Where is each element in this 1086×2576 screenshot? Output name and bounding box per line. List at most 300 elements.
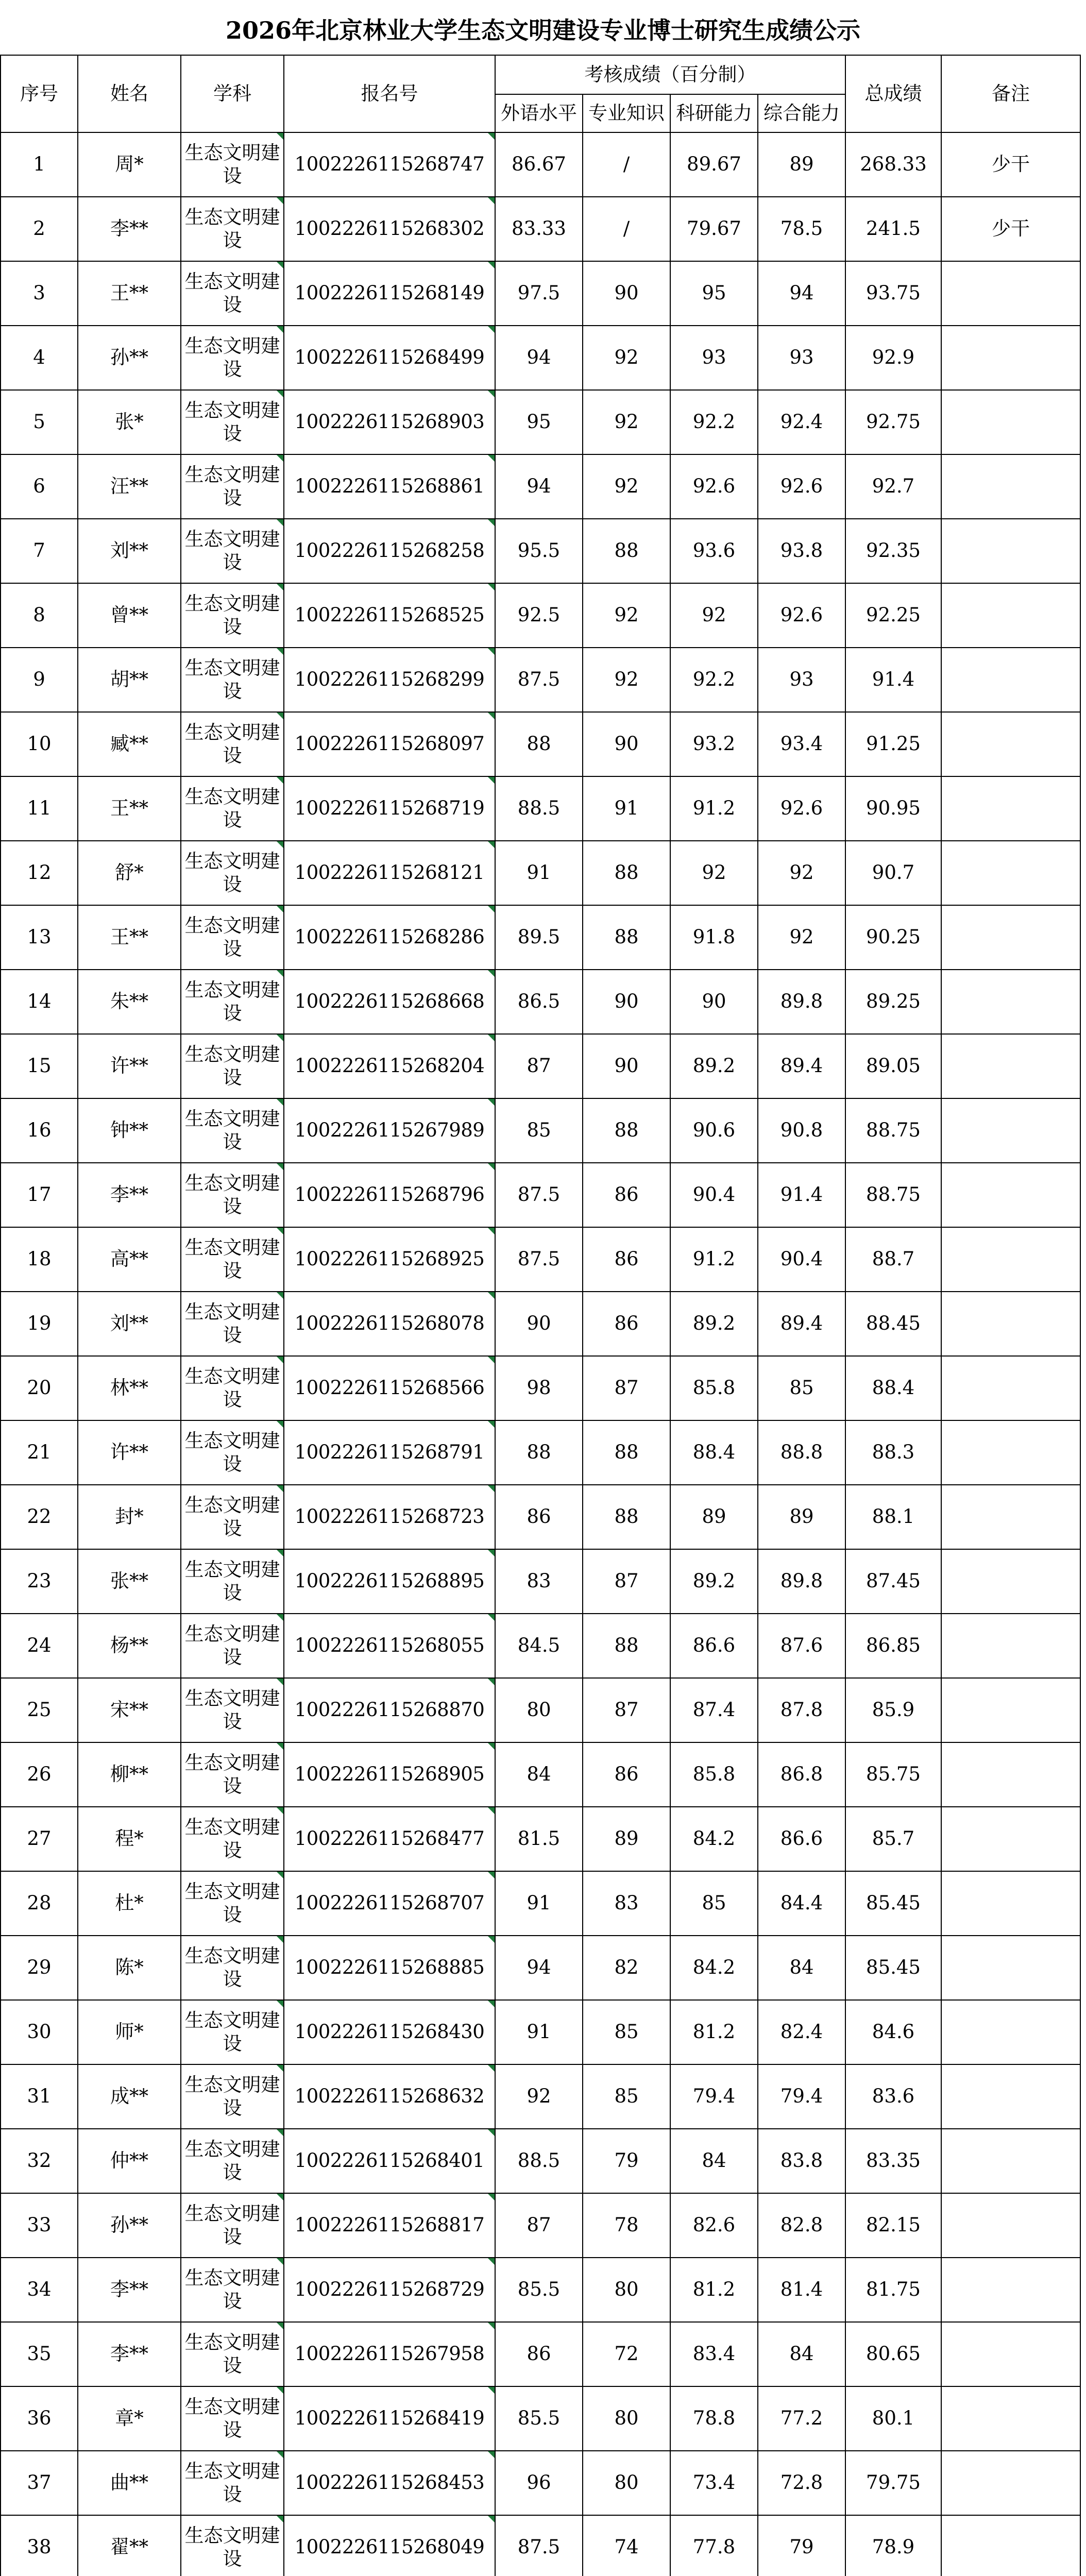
major-cell: 生态文明建设 (181, 1614, 284, 1678)
remark-cell (941, 1871, 1080, 1936)
table-row (1, 1678, 1080, 1742)
professional-knowledge-score: 90 (583, 970, 670, 1034)
header-assessment: 考核成绩（百分制） (495, 55, 845, 94)
overall-ability-score: 93.4 (758, 712, 845, 776)
overall-ability-score: 92.6 (758, 776, 845, 841)
research-ability-score: 77.8 (670, 2515, 758, 2576)
table-row (1, 1098, 1080, 1163)
total-score: 81.75 (845, 2258, 941, 2322)
name-cell: 曲** (78, 2451, 181, 2515)
major-cell: 生态文明建设 (181, 1034, 284, 1098)
overall-ability-score: 90.4 (758, 1227, 845, 1292)
seq-cell: 35 (1, 2322, 78, 2386)
research-ability-score: 82.6 (670, 2193, 758, 2258)
professional-knowledge-score: 92 (583, 583, 670, 648)
app-no-cell: 1002226115268401 (284, 2129, 495, 2193)
foreign-language-score: 90 (495, 1292, 583, 1356)
research-ability-score: 92 (670, 841, 758, 905)
total-score: 92.25 (845, 583, 941, 648)
major-cell: 生态文明建设 (181, 1807, 284, 1871)
app-no-cell: 1002226115268055 (284, 1614, 495, 1678)
foreign-language-score: 87 (495, 1034, 583, 1098)
app-no-cell: 1002226115268049 (284, 2515, 495, 2576)
table-row (1, 1871, 1080, 1936)
seq-cell: 3 (1, 261, 78, 326)
total-score: 88.1 (845, 1485, 941, 1549)
professional-knowledge-score: 88 (583, 905, 670, 970)
app-no-cell: 1002226115268453 (284, 2451, 495, 2515)
table-row (1, 841, 1080, 905)
app-no-cell: 1002226115268499 (284, 326, 495, 390)
app-no-cell: 1002226115268302 (284, 197, 495, 261)
remark-cell (941, 2386, 1080, 2451)
total-score: 85.7 (845, 1807, 941, 1871)
total-score: 88.75 (845, 1163, 941, 1227)
table-row (1, 712, 1080, 776)
table-row (1, 2451, 1080, 2515)
header-foreign-language: 外语水平 (495, 94, 583, 132)
name-cell: 杨** (78, 1614, 181, 1678)
remark-cell (941, 1936, 1080, 2000)
overall-ability-score: 91.4 (758, 1163, 845, 1227)
research-ability-score: 95 (670, 261, 758, 326)
overall-ability-score: 82.4 (758, 2000, 845, 2064)
professional-knowledge-score: 86 (583, 1163, 670, 1227)
seq-cell: 7 (1, 519, 78, 583)
app-no-cell: 1002226115268632 (284, 2064, 495, 2129)
overall-ability-score: 90.8 (758, 1098, 845, 1163)
research-ability-score: 90.6 (670, 1098, 758, 1163)
table-body (1, 132, 1080, 2576)
name-cell: 胡** (78, 648, 181, 712)
remark-cell (941, 1098, 1080, 1163)
overall-ability-score: 77.2 (758, 2386, 845, 2451)
seq-cell: 9 (1, 648, 78, 712)
foreign-language-score: 84 (495, 1742, 583, 1807)
seq-cell: 38 (1, 2515, 78, 2576)
foreign-language-score: 86 (495, 2322, 583, 2386)
header-seq: 序号 (1, 55, 78, 132)
table-row (1, 1420, 1080, 1485)
professional-knowledge-score: 88 (583, 1420, 670, 1485)
total-score: 92.7 (845, 454, 941, 519)
total-score: 87.45 (845, 1549, 941, 1614)
research-ability-score: 86.6 (670, 1614, 758, 1678)
remark-cell (941, 776, 1080, 841)
name-cell: 师* (78, 2000, 181, 2064)
name-cell: 臧** (78, 712, 181, 776)
research-ability-score: 93.6 (670, 519, 758, 583)
seq-cell: 8 (1, 583, 78, 648)
seq-cell: 5 (1, 390, 78, 454)
seq-cell: 15 (1, 1034, 78, 1098)
header-remarks: 备注 (941, 55, 1080, 132)
app-no-cell: 1002226115268885 (284, 1936, 495, 2000)
professional-knowledge-score: 90 (583, 712, 670, 776)
foreign-language-score: 83.33 (495, 197, 583, 261)
research-ability-score: 92.6 (670, 454, 758, 519)
research-ability-score: 84.2 (670, 1936, 758, 2000)
remark-cell (941, 905, 1080, 970)
research-ability-score: 92 (670, 583, 758, 648)
table-row (1, 1614, 1080, 1678)
foreign-language-score: 97.5 (495, 261, 583, 326)
table-row (1, 326, 1080, 390)
foreign-language-score: 88.5 (495, 2129, 583, 2193)
professional-knowledge-score: 92 (583, 648, 670, 712)
foreign-language-score: 86.67 (495, 132, 583, 197)
foreign-language-score: 94 (495, 326, 583, 390)
name-cell: 许** (78, 1034, 181, 1098)
remark-cell (941, 1742, 1080, 1807)
app-no-cell: 1002226115268895 (284, 1549, 495, 1614)
name-cell: 李** (78, 2322, 181, 2386)
professional-knowledge-score: 85 (583, 2000, 670, 2064)
professional-knowledge-score: 74 (583, 2515, 670, 2576)
seq-cell: 26 (1, 1742, 78, 1807)
total-score: 83.6 (845, 2064, 941, 2129)
app-no-cell: 1002226115268668 (284, 970, 495, 1034)
table-row (1, 2258, 1080, 2322)
professional-knowledge-score: 92 (583, 454, 670, 519)
app-no-cell: 1002226115268121 (284, 841, 495, 905)
seq-cell: 37 (1, 2451, 78, 2515)
major-cell: 生态文明建设 (181, 1098, 284, 1163)
overall-ability-score: 94 (758, 261, 845, 326)
name-cell: 钟** (78, 1098, 181, 1163)
table-row (1, 583, 1080, 648)
table-row (1, 648, 1080, 712)
foreign-language-score: 80 (495, 1678, 583, 1742)
name-cell: 程* (78, 1807, 181, 1871)
total-score: 80.65 (845, 2322, 941, 2386)
overall-ability-score: 87.6 (758, 1614, 845, 1678)
research-ability-score: 91.2 (670, 1227, 758, 1292)
table-row (1, 1292, 1080, 1356)
name-cell: 封* (78, 1485, 181, 1549)
table-row (1, 2129, 1080, 2193)
professional-knowledge-score: 86 (583, 1227, 670, 1292)
total-score: 88.4 (845, 1356, 941, 1420)
remark-cell (941, 1163, 1080, 1227)
total-score: 85.45 (845, 1936, 941, 2000)
research-ability-score: 79.67 (670, 197, 758, 261)
overall-ability-score: 79.4 (758, 2064, 845, 2129)
research-ability-score: 89.2 (670, 1292, 758, 1356)
remark-cell (941, 261, 1080, 326)
foreign-language-score: 85 (495, 1098, 583, 1163)
name-cell: 李** (78, 197, 181, 261)
table-row (1, 1034, 1080, 1098)
remark-cell (941, 454, 1080, 519)
research-ability-score: 89.2 (670, 1549, 758, 1614)
major-cell: 生态文明建设 (181, 132, 284, 197)
professional-knowledge-score: 87 (583, 1356, 670, 1420)
total-score: 90.25 (845, 905, 941, 970)
foreign-language-score: 91 (495, 1871, 583, 1936)
overall-ability-score: 93.8 (758, 519, 845, 583)
app-no-cell: 1002226115268149 (284, 261, 495, 326)
overall-ability-score: 79 (758, 2515, 845, 2576)
table-row (1, 1742, 1080, 1807)
name-cell: 王** (78, 776, 181, 841)
research-ability-score: 85 (670, 1871, 758, 1936)
total-score: 91.4 (845, 648, 941, 712)
remark-cell: 少干 (941, 197, 1080, 261)
name-cell: 柳** (78, 1742, 181, 1807)
seq-cell: 28 (1, 1871, 78, 1936)
research-ability-score: 89.67 (670, 132, 758, 197)
remark-cell (941, 648, 1080, 712)
remark-cell (941, 2000, 1080, 2064)
overall-ability-score: 84.4 (758, 1871, 845, 1936)
foreign-language-score: 87.5 (495, 648, 583, 712)
research-ability-score: 79.4 (670, 2064, 758, 2129)
name-cell: 舒* (78, 841, 181, 905)
research-ability-score: 92.2 (670, 648, 758, 712)
table-row (1, 2515, 1080, 2576)
table-row (1, 776, 1080, 841)
app-no-cell: 1002226115268258 (284, 519, 495, 583)
overall-ability-score: 82.8 (758, 2193, 845, 2258)
major-cell: 生态文明建设 (181, 1742, 284, 1807)
overall-ability-score: 88.8 (758, 1420, 845, 1485)
overall-ability-score: 92 (758, 905, 845, 970)
professional-knowledge-score: 78 (583, 2193, 670, 2258)
total-score: 88.45 (845, 1292, 941, 1356)
remark-cell (941, 390, 1080, 454)
table-row (1, 2193, 1080, 2258)
seq-cell: 32 (1, 2129, 78, 2193)
total-score: 84.6 (845, 2000, 941, 2064)
name-cell: 高** (78, 1227, 181, 1292)
seq-cell: 31 (1, 2064, 78, 2129)
remark-cell (941, 2129, 1080, 2193)
major-cell: 生态文明建设 (181, 1936, 284, 2000)
seq-cell: 29 (1, 1936, 78, 2000)
table-row (1, 1163, 1080, 1227)
remark-cell (941, 712, 1080, 776)
major-cell: 生态文明建设 (181, 2129, 284, 2193)
seq-cell: 4 (1, 326, 78, 390)
remark-cell (941, 1614, 1080, 1678)
foreign-language-score: 87.5 (495, 1227, 583, 1292)
professional-knowledge-score: / (583, 197, 670, 261)
table-row (1, 454, 1080, 519)
app-no-cell: 1002226115268707 (284, 1871, 495, 1936)
app-no-cell: 1002226115268286 (284, 905, 495, 970)
overall-ability-score: 92.4 (758, 390, 845, 454)
professional-knowledge-score: 88 (583, 519, 670, 583)
header-name: 姓名 (78, 55, 181, 132)
name-cell: 章* (78, 2386, 181, 2451)
table-row (1, 519, 1080, 583)
name-cell: 王** (78, 261, 181, 326)
seq-cell: 36 (1, 2386, 78, 2451)
research-ability-score: 91.2 (670, 776, 758, 841)
table-row (1, 2064, 1080, 2129)
overall-ability-score: 85 (758, 1356, 845, 1420)
research-ability-score: 88.4 (670, 1420, 758, 1485)
seq-cell: 27 (1, 1807, 78, 1871)
foreign-language-score: 87.5 (495, 2515, 583, 2576)
table-row (1, 1807, 1080, 1871)
overall-ability-score: 89 (758, 1485, 845, 1549)
research-ability-score: 84.2 (670, 1807, 758, 1871)
professional-knowledge-score: 92 (583, 390, 670, 454)
remark-cell (941, 2258, 1080, 2322)
table-row (1, 1227, 1080, 1292)
name-cell: 孙** (78, 2193, 181, 2258)
total-score: 92.75 (845, 390, 941, 454)
app-no-cell: 1002226115268097 (284, 712, 495, 776)
seq-cell: 17 (1, 1163, 78, 1227)
app-no-cell: 1002226115268747 (284, 132, 495, 197)
overall-ability-score: 86.8 (758, 1742, 845, 1807)
seq-cell: 24 (1, 1614, 78, 1678)
research-ability-score: 87.4 (670, 1678, 758, 1742)
overall-ability-score: 86.6 (758, 1807, 845, 1871)
professional-knowledge-score: 86 (583, 1742, 670, 1807)
app-no-cell: 1002226115268204 (284, 1034, 495, 1098)
foreign-language-score: 91 (495, 841, 583, 905)
professional-knowledge-score: 89 (583, 1807, 670, 1871)
app-no-cell: 1002226115268477 (284, 1807, 495, 1871)
total-score: 85.45 (845, 1871, 941, 1936)
name-cell: 杜* (78, 1871, 181, 1936)
remark-cell (941, 1678, 1080, 1742)
table-row (1, 970, 1080, 1034)
overall-ability-score: 89.4 (758, 1034, 845, 1098)
app-no-cell: 1002226115268925 (284, 1227, 495, 1292)
research-ability-score: 92.2 (670, 390, 758, 454)
app-no-cell: 1002226115267958 (284, 2322, 495, 2386)
remark-cell (941, 2515, 1080, 2576)
foreign-language-score: 95 (495, 390, 583, 454)
app-no-cell: 1002226115268566 (284, 1356, 495, 1420)
seq-cell: 34 (1, 2258, 78, 2322)
overall-ability-score: 92 (758, 841, 845, 905)
overall-ability-score: 89.4 (758, 1292, 845, 1356)
professional-knowledge-score: 92 (583, 326, 670, 390)
name-cell: 汪** (78, 454, 181, 519)
app-no-cell: 1002226115268299 (284, 648, 495, 712)
foreign-language-score: 84.5 (495, 1614, 583, 1678)
header-major: 学科 (181, 55, 284, 132)
header-research-ability: 科研能力 (670, 94, 758, 132)
overall-ability-score: 84 (758, 2322, 845, 2386)
research-ability-score: 89 (670, 1485, 758, 1549)
total-score: 79.75 (845, 2451, 941, 2515)
overall-ability-score: 83.8 (758, 2129, 845, 2193)
table-row (1, 261, 1080, 326)
research-ability-score: 73.4 (670, 2451, 758, 2515)
seq-cell: 30 (1, 2000, 78, 2064)
name-cell: 张* (78, 390, 181, 454)
total-score: 78.9 (845, 2515, 941, 2576)
professional-knowledge-score: 85 (583, 2064, 670, 2129)
name-cell: 林** (78, 1356, 181, 1420)
major-cell: 生态文明建设 (181, 1549, 284, 1614)
seq-cell: 23 (1, 1549, 78, 1614)
total-score: 92.9 (845, 326, 941, 390)
overall-ability-score: 89.8 (758, 1549, 845, 1614)
table-row (1, 390, 1080, 454)
major-cell: 生态文明建设 (181, 905, 284, 970)
overall-ability-score: 92.6 (758, 583, 845, 648)
table-row (1, 1356, 1080, 1420)
seq-cell: 2 (1, 197, 78, 261)
total-score: 85.75 (845, 1742, 941, 1807)
major-cell: 生态文明建设 (181, 2515, 284, 2576)
name-cell: 刘** (78, 519, 181, 583)
major-cell: 生态文明建设 (181, 1227, 284, 1292)
name-cell: 许** (78, 1420, 181, 1485)
table-row (1, 197, 1080, 261)
research-ability-score: 85.8 (670, 1742, 758, 1807)
research-ability-score: 91.8 (670, 905, 758, 970)
professional-knowledge-score: 88 (583, 841, 670, 905)
app-no-cell: 1002226115268796 (284, 1163, 495, 1227)
app-no-cell: 1002226115268903 (284, 390, 495, 454)
foreign-language-score: 81.5 (495, 1807, 583, 1871)
page-title: 2026年北京林业大学生态文明建设专业博士研究生成绩公示 (225, 16, 861, 44)
professional-knowledge-score: 80 (583, 2451, 670, 2515)
total-score: 89.05 (845, 1034, 941, 1098)
total-score: 91.25 (845, 712, 941, 776)
major-cell: 生态文明建设 (181, 583, 284, 648)
remark-cell (941, 1034, 1080, 1098)
major-cell: 生态文明建设 (181, 970, 284, 1034)
seq-cell: 19 (1, 1292, 78, 1356)
app-no-cell: 1002226115268430 (284, 2000, 495, 2064)
app-no-cell: 1002226115268419 (284, 2386, 495, 2451)
remark-cell (941, 2322, 1080, 2386)
name-cell: 张** (78, 1549, 181, 1614)
table-row (1, 2386, 1080, 2451)
professional-knowledge-score: / (583, 132, 670, 197)
app-no-cell: 1002226115268817 (284, 2193, 495, 2258)
seq-cell: 16 (1, 1098, 78, 1163)
overall-ability-score: 89.8 (758, 970, 845, 1034)
remark-cell (941, 1549, 1080, 1614)
foreign-language-score: 94 (495, 1936, 583, 2000)
name-cell: 成** (78, 2064, 181, 2129)
foreign-language-score: 86 (495, 1485, 583, 1549)
seq-cell: 25 (1, 1678, 78, 1742)
foreign-language-score: 92.5 (495, 583, 583, 648)
major-cell: 生态文明建设 (181, 1485, 284, 1549)
foreign-language-score: 85.5 (495, 2258, 583, 2322)
foreign-language-score: 95.5 (495, 519, 583, 583)
remark-cell (941, 583, 1080, 648)
app-no-cell: 1002226115267989 (284, 1098, 495, 1163)
name-cell: 仲** (78, 2129, 181, 2193)
seq-cell: 21 (1, 1420, 78, 1485)
professional-knowledge-score: 90 (583, 261, 670, 326)
professional-knowledge-score: 79 (583, 2129, 670, 2193)
major-cell: 生态文明建设 (181, 454, 284, 519)
total-score: 83.35 (845, 2129, 941, 2193)
app-no-cell: 1002226115268729 (284, 2258, 495, 2322)
header-professional-knowledge: 专业知识 (583, 94, 670, 132)
total-score: 86.85 (845, 1614, 941, 1678)
total-score: 89.25 (845, 970, 941, 1034)
seq-cell: 22 (1, 1485, 78, 1549)
major-cell: 生态文明建设 (181, 776, 284, 841)
app-no-cell: 1002226115268525 (284, 583, 495, 648)
foreign-language-score: 87 (495, 2193, 583, 2258)
